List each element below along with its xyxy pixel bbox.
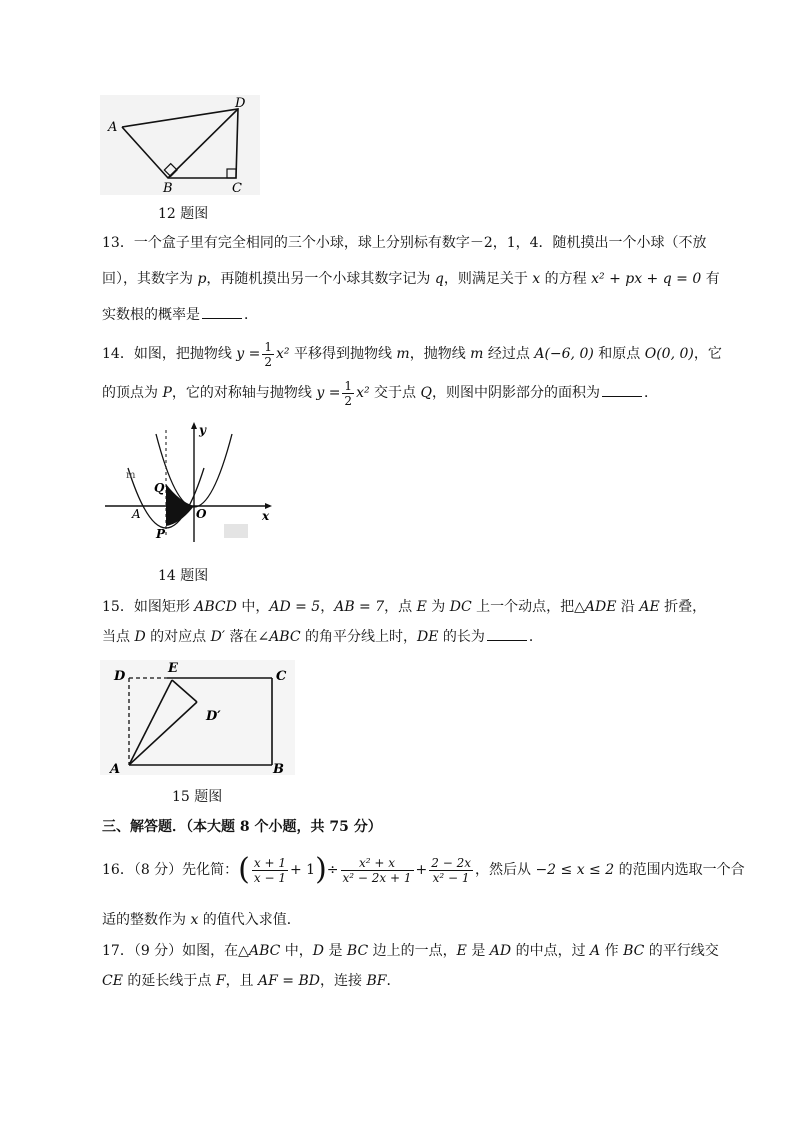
fraction-one-half: $\frac{1}{2}$ — [264, 339, 272, 369]
q14-line2: 的顶点为 P，它的对称轴与抛物线 y = $\frac{1}{2}$ x² 交于点 Q，则图中阴影部分的面积为 ． — [102, 378, 658, 408]
figure-14 — [100, 420, 280, 550]
fig12-label-C: C — [232, 181, 242, 195]
fig14-label-A: A — [132, 507, 141, 521]
answer-blank — [602, 396, 642, 397]
fig15-label-Dprime: D′ — [206, 709, 221, 724]
fig12-label-D: D — [235, 96, 246, 111]
q13-line2: 回），其数字为 p，再随机摸出另一个小球其数字记为 q，则满足关于 x 的方程 x² + px + q = 0 有 — [102, 271, 720, 287]
fraction-one-half: $\frac{1}{2}$ — [344, 378, 353, 408]
fraction-2: $\frac{\text{x² + x}}{\text{x² − 2x + 1}}$ — [342, 855, 412, 885]
figure-15-caption: 15 题图 — [172, 789, 223, 805]
answer-blank — [487, 640, 527, 641]
q16-line2: 适的整数作为 x 的值代入求值． — [102, 912, 301, 928]
q17-line1: 17．（9 分）如图，在△ABC 中，D 是 BC 边上的一点，E 是 AD 的中点，过 A 作 BC 的平行线交 — [102, 943, 719, 959]
fig15-label-C: C — [276, 669, 287, 684]
fig14-label-P: P — [156, 527, 166, 541]
section-3-heading: 三、解答题．（本大题 8 个小题，共 75 分） — [102, 819, 382, 835]
answer-blank — [202, 318, 242, 319]
figure-15 — [100, 660, 295, 775]
figure-12-diagram — [100, 95, 260, 195]
fig15-label-D: D — [114, 669, 126, 684]
fig12-label-B: B — [163, 181, 173, 195]
q15-line1: 15．如图矩形 ABCD 中，AD = 5，AB = 7，点 E 为 DC 上一个动点，把△ADE 沿 AE 折叠， — [102, 599, 707, 615]
q13-line3: 实数根的概率是 ． — [102, 307, 258, 323]
q14-line1: 14．如图，把抛物线 y = $\frac{1}{2}$ x² 平移得到抛物线 m，抛物线 m 经过点 A(−6, 0) 和原点 O(0, 0)，它 — [102, 339, 722, 369]
fig15-label-B: B — [273, 762, 284, 775]
figure-14-diagram — [100, 420, 280, 550]
q15-line2: 当点 D 的对应点 D′ 落在∠ABC 的角平分线上时，DE 的长为 ． — [102, 629, 543, 645]
q16-line1: 16．（8 分）先化简：( $\frac{x + 1}{x - 1}$ + 1)÷ $\frac{\text{x² + x}}{\text{x² − 2x + 1}}$ + $\frac{2 - 2x}{\text{x² − 1}}$ ，然后从 −2 ≤ x ≤ 2 的范围内选取一个合 — [102, 852, 745, 887]
fig14-label-m: m — [126, 470, 136, 481]
fig15-label-E: E — [168, 661, 178, 676]
fig14-label-O: O — [196, 507, 207, 521]
figure-12 — [100, 95, 260, 195]
q13-line1: 13．一个盒子里有完全相同的三个小球，球上分别标有数字－2，1，4．随机摸出一个小球（不放 — [102, 235, 707, 251]
fig12-label-A: A — [108, 120, 118, 135]
fraction-3: $\frac{2 - 2x}{\text{x² − 1}}$ — [431, 855, 471, 885]
q17-line2: CE 的延长线于点 F，且 AF = BD，连接 BF． — [102, 973, 401, 989]
fraction-x-plus-1-over-x-minus-1: $\frac{x + 1}{x - 1}$ — [253, 855, 286, 885]
fig15-label-A: A — [110, 762, 121, 775]
figure-14-caption: 14 题图 — [158, 568, 209, 584]
figure-12-caption: 12 题图 — [158, 206, 209, 222]
figure-15-diagram — [100, 660, 295, 775]
fig14-label-x: x — [262, 509, 270, 523]
fig14-label-Q: Q — [154, 481, 165, 495]
fig14-label-y: y — [199, 423, 206, 437]
